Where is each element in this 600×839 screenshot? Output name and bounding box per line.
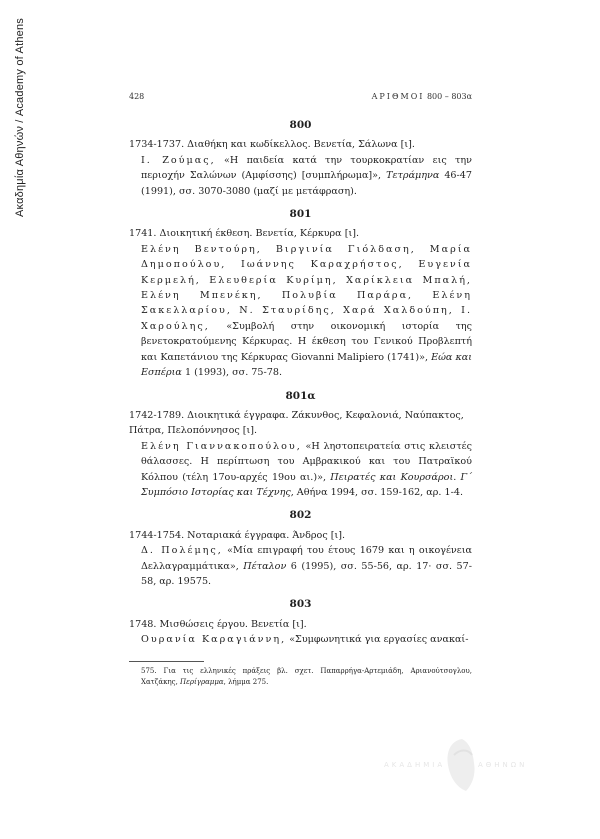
- reference-title: «Η ληστοπειρατεία στις κλειστές θάλασσες. Η περίπτωση του Αμβρακικού και του Πατραϊκού Κόλπου (τέλη 17ου-αρχές 19ου αι.)»,: [141, 440, 472, 483]
- footnote-after: , λήμμα 275.: [223, 678, 269, 686]
- page-header: [129, 92, 472, 101]
- entry-heading: 1741. Διοικητική έκθεση. Βενετία, Κέρκυρα [ι].: [129, 228, 359, 240]
- reference-author: Ουρανία Καραγιάννη,: [141, 634, 287, 646]
- footnote: [129, 666, 472, 688]
- reference-author: Δ. Πολέμης,: [141, 545, 223, 557]
- reference-title: «Μία επιγραφή του έτους 1679 και η οικογένεια Δελλαγραμμάτικα»,: [141, 545, 472, 572]
- section-number: 802: [289, 509, 312, 522]
- reference-details: , Αθήνα 1994, σσ. 159-162, αρ. 1-4.: [290, 486, 463, 498]
- bibliographic-reference: [129, 439, 472, 501]
- section-number: 803: [289, 598, 312, 611]
- side-watermark-text: Ακαδημία Αθηνών / Academy of Athens: [14, 18, 26, 218]
- footnote-italic: Περίγραμμα: [180, 678, 224, 686]
- entry-heading: 1734-1737. Διαθήκη και κωδίκελλος. Βενετία, Σάλωνα [ι].: [129, 139, 415, 151]
- reference-journal: Τετράμηνα: [386, 170, 440, 182]
- section-number: 801: [289, 208, 312, 221]
- entry-heading: 1742-1789. Διοικητικά έγγραφα. Ζάκυνθος, Κεφαλονιά, Ναύπακτος, Πάτρα, Πελοπόννησος [ι].: [129, 409, 464, 437]
- section-801a: [129, 389, 472, 501]
- reference-author: Ελένη Βεντούρη, Βιργινία Γιόλδαση, Μαρία Δημοπούλου, Ιωάννης Καραχρήστος, Ευγενία Κερμελή, Ελευθερία Κυρίμη, Χαρίκλεια Μπαλή, Ελένη Μπενέκη, Πολυβία Παράρα, Ελένη Σακελλαρίου, Ν. Σταυρίδης, Χαρά Χαλδούπη, Ι. Χαρούλης,: [141, 243, 472, 332]
- section-800: [129, 118, 472, 199]
- footnote-divider: [129, 661, 204, 662]
- bibliographic-reference: [129, 543, 472, 589]
- reference-details: 46-47 (1991), σσ. 3070-3080 (μαζί με μετάφραση).: [141, 170, 472, 197]
- reference-author: Ελένη Γιαννακοπούλου,: [141, 440, 302, 452]
- bibliographic-reference: [129, 632, 472, 647]
- section-802: [129, 508, 472, 589]
- reference-title: «Συμφωνητικά για εργασίες ανακαί-: [286, 634, 469, 646]
- reference-author: Ι. Ζούμας,: [141, 154, 216, 166]
- reference-journal: Εώα και Εσπέρια: [141, 351, 472, 379]
- reference-journal: Πέταλον: [243, 560, 287, 572]
- entry-heading: 1744-1754. Νοταριακά έγγραφα. Άνδρος [ι].: [129, 529, 346, 541]
- reference-title: «Συμβολή στην οικονομική ιστορία της βενετοκρατούμενης Κέρκυρας. Η έκθεση του Γενικού Προβλεπτή και Καπετάνιου της Κέρκυρας Giovanni Malipiero (1741)»,: [141, 320, 472, 363]
- running-title: ΑΡΙΘΜΟΙ: [371, 92, 425, 101]
- section-number: 801α: [285, 389, 316, 402]
- reference-title: «Η παιδεία κατά την τουρκοκρατίαν εις την περιοχήν Σαλώνων (Αμφίσσης) [συμπλήρωμα]»,: [141, 154, 473, 182]
- footnote-text: 575. Για τις ελληνικές πράξεις βλ. σχετ. Παπαρρήγα-Αρτεμιάδη, Αριανούτσογλου, Χατζάκης,: [141, 667, 472, 686]
- entry-heading: 1748. Μισθώσεις έργου. Βενετία [ι].: [129, 618, 307, 630]
- reference-journal: Πειρατές και Κουρσάροι. Γ΄ Συμπόσιο Ιστορίας και Τέχνης: [141, 471, 472, 498]
- bibliographic-reference: [129, 242, 472, 381]
- page-body: [129, 118, 472, 656]
- running-header: [372, 92, 472, 101]
- academy-watermark: [370, 735, 530, 795]
- section-801: [129, 207, 472, 380]
- watermark-text-right: ΑΘΗΝΩΝ: [478, 761, 528, 769]
- watermark-text-left: ΑΚΑΔΗΜΙΑ: [384, 761, 446, 769]
- page-number: 428: [129, 92, 145, 101]
- reference-details: 6 (1995), σσ. 55-56, αρ. 17· σσ. 57-58, αρ. 19575.: [141, 560, 472, 587]
- bibliographic-reference: [129, 153, 472, 199]
- running-range: 800 – 803α: [426, 92, 472, 101]
- reference-details: 1 (1993), σσ. 75-78.: [181, 367, 282, 379]
- section-number: 800: [289, 119, 312, 131]
- section-803: [129, 597, 472, 647]
